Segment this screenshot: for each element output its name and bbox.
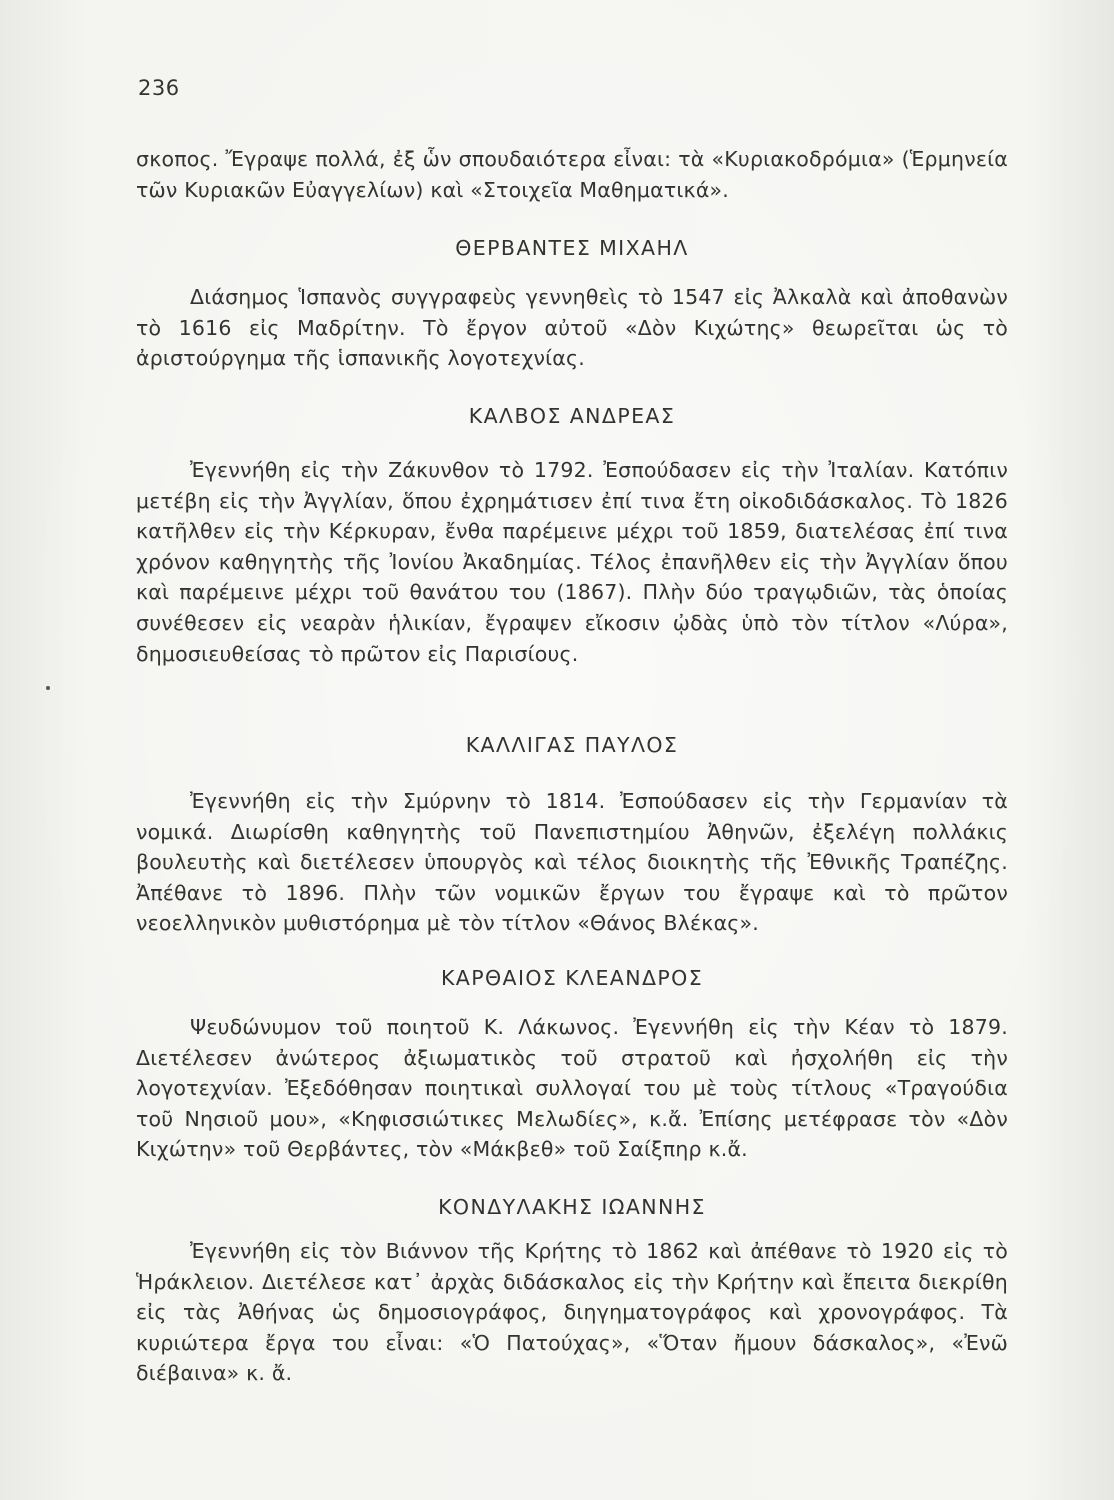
entry-text-karthaios: Ψευδώνυμον τοῦ ποιητοῦ Κ. Λάκωνος. Ἐγεννήθη εἰς τὴν Κέαν τὸ 1879. Διετέλεσεν ἀνώτερος ἀξιωματικὸς τοῦ στρατοῦ καὶ ἠσχολήθη εἰς τὴν λογοτεχνίαν. Ἐξεδόθησαν ποιητικαὶ συλλογαί του μὲ τοὺς τίτλους «Τραγούδια τοῦ Νησιοῦ μου», «Κηφισσιώτικες Μελωδίες», κ.ἄ. Ἐπίσης μετέφρασε τὸν «Δὸν Κιχώτην» τοῦ Θερβάντες, τὸν «Μάκβεθ» τοῦ Σαίξπηρ κ.ἄ. [136,1015,1008,1162]
entry-body-kalvos [136,455,1008,669]
entry-heading-kondylakis: ΚΟΝΔΥΛΑΚΗΣ ΙΩΑΝΝΗΣ [438,1195,706,1219]
intro-paragraph: σκοπος. Ἔγραψε πολλά, ἐξ ὧν σπουδαιότερα εἶναι: τὰ «Κυριακοδρόμια» (Ἑρμηνεία τῶν Κυριακῶν Εὐαγγελίων) καὶ «Στοιχεῖα Μαθηματικά». [136,147,1008,202]
entry-heading-kalvos: ΚΑΛΒΟΣ ΑΝΔΡΕΑΣ [468,404,676,428]
entry-body-kondylakis [136,1236,1008,1389]
entry-text-kalvos: Ἐγεννήθη εἰς τὴν Ζάκυνθον τὸ 1792. Ἐσπούδασεν εἰς τὴν Ἰταλίαν. Κατόπιν μετέβη εἰς τὴν Ἀγγλίαν, ὅπου ἐχρημάτισεν ἐπί τινα ἔτη οἰκοδιδάσκαλος. Τὸ 1826 κατῆλθεν εἰς τὴν Κέρκυραν, ἔνθα παρέμεινε μέχρι τοῦ 1859, διατελέσας ἐπί τινα χρόνον καθηγητὴς τῆς Ἰονίου Ἀκαδημίας. Τέλος ἐπανῆλθεν εἰς τὴν Ἀγγλίαν ὅπου καὶ παρέμεινε μέχρι τοῦ θανάτου του (1867). Πλὴν δύο τραγῳδιῶν, τὰς ὁποίας συνέθεσεν εἰς νεαρὰν ἡλικίαν, ἔγραψεν εἴκοσιν ᾠδὰς ὑπὸ τὸν τίτλον «Λύρα», δημοσιευθείσας τὸ πρῶτον εἰς Παρισίους. [136,458,1008,666]
entry-heading-cervantes: ΘΕΡΒΑΝΤΕΣ ΜΙΧΑΗΛ [455,236,689,260]
entry-heading-kalligas: ΚΑΛΛΙΓΑΣ ΠΑΥΛΟΣ [465,733,679,757]
entry-text-kondylakis: Ἐγεννήθη εἰς τὸν Βιάννον τῆς Κρήτης τὸ 1862 καὶ ἀπέθανε τὸ 1920 εἰς τὸ Ἡράκλειον. Διετέλεσε κατ᾽ ἀρχὰς διδάσκαλος εἰς τὴν Κρήτην καὶ ἔπειτα διεκρίθη εἰς τὰς Ἀθήνας ὡς δημοσιογράφος, διηγηματογράφος καὶ χρονογράφος. Τὰ κυριώτερα ἔργα του εἶναι: «Ὁ Πατούχας», «Ὅταν ἤμουν δάσκαλος», «Ἐνῶ διέβαινα» κ. ἄ. [136,1239,1008,1386]
entry-heading-karthaios: ΚΑΡΘΑΙΟΣ ΚΛΕΑΝΔΡΟΣ [440,966,704,990]
entry-text-cervantes: Διάσημος Ἱσπανὸς συγγραφεὺς γεννηθεὶς τὸ 1547 εἰς Ἀλκαλὰ καὶ ἀποθανὼν τὸ 1616 εἰς Μαδρίτην. Τὸ ἔργον αὐτοῦ «Δὸν Κιχώτης» θεωρεῖται ὡς τὸ ἀριστούργημα τῆς ἱσπανικῆς λογοτεχνίας. [136,285,1008,371]
entry-body-kalligas [136,786,1008,939]
entry-text-kalligas: Ἐγεννήθη εἰς τὴν Σμύρνην τὸ 1814. Ἐσπούδασεν εἰς τὴν Γερμανίαν τὰ νομικά. Διωρίσθη καθηγητὴς τοῦ Πανεπιστημίου Ἀθηνῶν, ἐξελέγη πολλάκις βουλευτὴς καὶ διετέλεσεν ὑπουργὸς καὶ τέλος διοικητὴς τῆς Ἐθνικῆς Τραπέζης. Ἀπέθανε τὸ 1896. Πλὴν τῶν νομικῶν ἔργων του ἔγραψε καὶ τὸ πρῶτον νεοελληνικὸν μυθιστόρημα μὲ τὸν τίτλον «Θάνος Βλέκας». [136,789,1008,936]
page-number: 236 [138,76,180,100]
entry-body-karthaios [136,1012,1008,1165]
entry-body-cervantes [136,282,1008,374]
ink-speck [46,686,50,690]
